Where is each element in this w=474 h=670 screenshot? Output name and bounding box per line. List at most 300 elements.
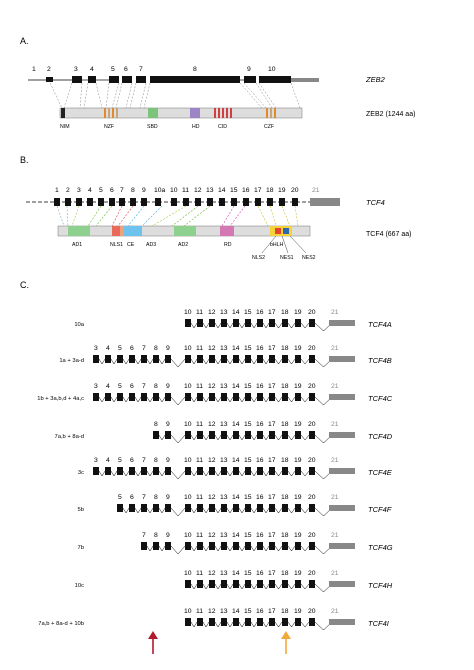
isoform-name: TCF4H <box>368 581 393 590</box>
section-a-label: A. <box>20 36 29 46</box>
exon-block <box>141 504 147 512</box>
isoform-exon-number: 21 <box>331 345 339 352</box>
isoform-exon-number: 12 <box>208 608 216 615</box>
signal-label: NES2 <box>302 255 316 261</box>
isoform-exon-number: 21 <box>331 309 339 316</box>
intron-line <box>203 584 209 589</box>
section-b-label: B. <box>20 155 29 165</box>
isoform-name: TCF4D <box>368 432 393 441</box>
isoform-exon-number: 10 <box>184 570 192 577</box>
exon-block <box>54 198 60 206</box>
tcf4-protein-name: TCF4 (667 aa) <box>366 231 412 238</box>
intron-line <box>215 397 221 402</box>
exon-block <box>221 467 227 475</box>
isoform-exon-number: 15 <box>244 532 252 539</box>
intron-line <box>263 584 269 589</box>
exon-block <box>309 393 315 401</box>
isoform-exon-number: 17 <box>268 421 276 428</box>
isoform-exon-number: 15 <box>244 494 252 501</box>
isoform-exon-number: 6 <box>130 345 134 352</box>
exon-block <box>130 198 136 206</box>
isoform-exon-number: 16 <box>256 532 264 539</box>
exon-block <box>93 355 99 363</box>
intron-line <box>147 359 153 364</box>
isoform-exon-number: 12 <box>208 532 216 539</box>
intron-line <box>123 359 129 364</box>
exon-block <box>245 618 251 626</box>
exon-block <box>117 393 123 401</box>
isoform-exon-label: 10a <box>74 322 84 328</box>
domain-label: AD1 <box>72 242 83 248</box>
isoform-name: TCF4I <box>368 619 389 628</box>
exon-block <box>105 393 111 401</box>
exon-block <box>309 431 315 439</box>
intron-line <box>227 622 233 627</box>
exon-block <box>185 431 191 439</box>
intron-line <box>171 435 185 443</box>
exon-block <box>197 431 203 439</box>
exon-block <box>233 504 239 512</box>
isoform-exon-number: 17 <box>268 570 276 577</box>
isoform-exon-number: 16 <box>256 608 264 615</box>
exon-block <box>185 580 191 588</box>
intron-line <box>251 546 257 551</box>
exon-block <box>282 542 288 550</box>
exon-block <box>165 542 171 550</box>
utr-block <box>329 356 355 362</box>
isoform-exon-number: 7 <box>142 383 146 390</box>
intron-line <box>123 508 129 513</box>
intron-line <box>159 471 165 476</box>
isoform-exon-number: 17 <box>268 494 276 501</box>
isoform-exon-number: 12 <box>208 309 216 316</box>
intron-line <box>191 546 197 551</box>
exon-block <box>221 319 227 327</box>
isoform-exon-number: 4 <box>106 457 110 464</box>
isoform-exon-number: 17 <box>268 383 276 390</box>
exon-block <box>183 198 189 206</box>
exon-block <box>197 393 203 401</box>
domain-label: NZF <box>104 124 115 130</box>
isoform-exon-number: 11 <box>196 532 204 539</box>
isoform-exon-number: 20 <box>308 457 316 464</box>
isoform-exon-number: 11 <box>196 345 204 352</box>
signal-label: NLS2 <box>252 255 265 261</box>
exon-block <box>185 355 191 363</box>
tcf4-gene-name: TCF4 <box>366 198 385 207</box>
intron-line <box>135 471 141 476</box>
exon-block <box>185 504 191 512</box>
intron-line <box>239 622 245 627</box>
exon-block <box>221 580 227 588</box>
exon-block <box>282 618 288 626</box>
intron-line <box>275 359 282 364</box>
intron-line <box>239 471 245 476</box>
exon-block <box>93 467 99 475</box>
exon-block <box>257 355 263 363</box>
isoform-exon-number: 16 <box>256 570 264 577</box>
intron-line <box>301 508 309 513</box>
orange-arrow <box>281 631 291 654</box>
exon-block <box>76 198 82 206</box>
intron-line <box>123 471 129 476</box>
intron-line <box>288 546 295 551</box>
isoform-exon-label: 7b <box>77 545 84 551</box>
exon-block <box>295 467 301 475</box>
isoform-exon-number: 16 <box>256 309 264 316</box>
exon-block <box>269 431 275 439</box>
isoform-exon-number: 13 <box>220 309 228 316</box>
utr-block <box>329 581 355 587</box>
isoform-exon-number: 15 <box>244 608 252 615</box>
isoform-exon-number: 20 <box>308 570 316 577</box>
exon-block <box>119 198 125 206</box>
exon-block <box>141 393 147 401</box>
isoform-row <box>55 421 393 443</box>
isoform-exon-number: 11 <box>196 457 204 464</box>
intron-line <box>263 546 269 551</box>
tcf4-exon-label: 19 <box>278 187 286 194</box>
isoform-exon-number: 8 <box>154 345 158 352</box>
isoform-exon-number: 17 <box>268 457 276 464</box>
intron-line <box>159 397 165 402</box>
intron-line <box>227 471 233 476</box>
exon-block <box>269 319 275 327</box>
intron-line <box>227 584 233 589</box>
isoform-exon-number: 12 <box>208 457 216 464</box>
isoform-exon-label: 3c <box>77 470 84 476</box>
isoform-exon-number: 8 <box>154 457 158 464</box>
intron-line <box>301 359 309 364</box>
intron-line <box>99 359 105 364</box>
isoform-exon-number: 15 <box>244 345 252 352</box>
intron-line <box>159 508 165 513</box>
isoform-exon-number: 19 <box>294 570 302 577</box>
exon-block <box>185 542 191 550</box>
exon-block <box>153 467 159 475</box>
intron-line <box>191 584 197 589</box>
zeb2-exon-numbers <box>32 66 276 73</box>
exon-block <box>209 618 215 626</box>
intron-line <box>227 435 233 440</box>
tcf4-exon-label: 7 <box>120 187 124 194</box>
isoform-exon-number: 16 <box>256 345 264 352</box>
exon-block <box>257 580 263 588</box>
intron-line <box>203 435 209 440</box>
isoform-exon-number: 13 <box>220 421 228 428</box>
tcf4-exon-label: 11 <box>182 187 190 194</box>
intron-line <box>191 397 197 402</box>
intron-line <box>263 397 269 402</box>
exon-block <box>87 198 93 206</box>
isoform-exon-number: 11 <box>196 383 204 390</box>
intron-line <box>215 359 221 364</box>
exon-block <box>185 319 191 327</box>
utr-block <box>329 432 355 438</box>
intron-line <box>288 508 295 513</box>
tcf4-exon-label: 18 <box>266 187 274 194</box>
isoform-exon-number: 17 <box>268 309 276 316</box>
tcf4-exon-label: 12 <box>194 187 202 194</box>
exon-block <box>117 355 123 363</box>
intron-line <box>111 397 117 402</box>
intron-line <box>159 435 165 440</box>
isoform-exon-number: 4 <box>106 345 110 352</box>
exon-block <box>153 542 159 550</box>
intron-line <box>227 397 233 402</box>
signal-label: NES1 <box>280 255 294 261</box>
exon-block <box>207 198 213 206</box>
tcf4-mapping-lines <box>57 206 298 226</box>
exon-block <box>295 580 301 588</box>
isoform-exon-number: 8 <box>154 532 158 539</box>
exon-block <box>129 355 135 363</box>
isoform-exon-number: 19 <box>294 494 302 501</box>
exon-block <box>141 198 147 206</box>
isoform-row <box>75 570 393 592</box>
exon-block <box>309 580 315 588</box>
intron-line <box>263 435 269 440</box>
domain-label: NLS1 <box>110 242 123 248</box>
exon-block <box>245 431 251 439</box>
intron-line <box>288 622 295 627</box>
tcf4-exons <box>54 198 340 206</box>
exon-block <box>117 504 123 512</box>
intron-line <box>171 471 185 479</box>
exon-block <box>197 618 203 626</box>
isoform-exon-number: 6 <box>130 457 134 464</box>
intron-line <box>301 397 309 402</box>
exon-block <box>221 504 227 512</box>
utr-block <box>329 320 355 326</box>
exon-block <box>309 319 315 327</box>
isoform-exon-number: 19 <box>294 421 302 428</box>
isoform-exon-number: 7 <box>142 345 146 352</box>
exon-block <box>257 393 263 401</box>
zeb2-exon-label: 4 <box>90 66 94 73</box>
intron-line <box>251 323 257 328</box>
exon-block <box>245 504 251 512</box>
isoform-exon-number: 3 <box>94 457 98 464</box>
isoform-exon-number: 11 <box>196 570 204 577</box>
intron-line <box>239 508 245 513</box>
isoform-exon-number: 18 <box>281 457 289 464</box>
isoform-name: TCF4G <box>368 543 393 552</box>
isoform-exon-number: 18 <box>281 494 289 501</box>
domain-label: SBD <box>147 124 158 130</box>
intron-line <box>99 397 105 402</box>
isoform-name: TCF4B <box>368 356 392 365</box>
zeb2-gene-model <box>28 76 319 83</box>
intron-line <box>227 508 233 513</box>
intron-line <box>147 546 153 551</box>
exon-block <box>282 580 288 588</box>
intron-line <box>239 323 245 328</box>
intron-line <box>288 323 295 328</box>
isoform-exon-number: 13 <box>220 457 228 464</box>
isoform-exon-number: 18 <box>281 570 289 577</box>
intron-line <box>288 435 295 440</box>
isoform-exon-number: 6 <box>130 494 134 501</box>
utr-block <box>329 394 355 400</box>
intron-line <box>227 546 233 551</box>
isoform-exon-number: 12 <box>208 421 216 428</box>
exon-block <box>65 198 71 206</box>
intron-line <box>215 323 221 328</box>
domain-label: HD <box>192 124 200 130</box>
isoform-exon-number: 10 <box>184 383 192 390</box>
exon-block <box>153 355 159 363</box>
exon-block <box>105 467 111 475</box>
isoform-exon-number: 20 <box>308 309 316 316</box>
isoform-exon-number: 18 <box>281 608 289 615</box>
exon-block <box>98 198 104 206</box>
isoform-exon-number: 11 <box>196 309 204 316</box>
tcf4-exon-label: 5 <box>99 187 103 194</box>
exon-block <box>209 393 215 401</box>
domain-label: RD <box>224 242 232 248</box>
intron-line <box>147 471 153 476</box>
isoform-row <box>78 457 393 479</box>
intron-line <box>191 359 197 364</box>
exon-block <box>245 580 251 588</box>
intron-line <box>135 508 141 513</box>
isoform-exon-number: 21 <box>331 570 339 577</box>
isoform-row <box>37 383 393 405</box>
exon-block <box>141 542 147 550</box>
isoform-name: TCF4E <box>368 468 392 477</box>
exon-block <box>309 355 315 363</box>
isoform-exon-number: 19 <box>294 532 302 539</box>
exon-block <box>269 504 275 512</box>
intron-line <box>263 323 269 328</box>
tcf4-exon-label: 8 <box>131 187 135 194</box>
exon-block <box>295 355 301 363</box>
isoform-exon-number: 5 <box>118 345 122 352</box>
zeb2-exon-label: 10 <box>268 66 276 73</box>
intron-line <box>111 471 117 476</box>
exon-block <box>155 198 161 206</box>
zeb2-protein <box>60 108 302 118</box>
exon-block <box>257 504 263 512</box>
isoform-exon-number: 12 <box>208 383 216 390</box>
isoform-exon-number: 9 <box>166 494 170 501</box>
exon-block <box>165 431 171 439</box>
utr-block <box>329 619 355 625</box>
zeb2-mapping-lines <box>50 83 300 108</box>
exon-block <box>153 393 159 401</box>
isoform-exon-number: 21 <box>331 421 339 428</box>
intron-line <box>171 546 185 554</box>
isoform-exon-number: 21 <box>331 532 339 539</box>
exon-block <box>295 618 301 626</box>
intron-line <box>203 323 209 328</box>
intron-line <box>275 546 282 551</box>
exon-block <box>165 393 171 401</box>
isoform-exon-number: 12 <box>208 345 216 352</box>
exon-block <box>295 431 301 439</box>
exon-block <box>257 618 263 626</box>
isoform-exon-number: 8 <box>154 494 158 501</box>
exon-block <box>221 542 227 550</box>
intron-line <box>239 359 245 364</box>
isoform-exon-number: 15 <box>244 309 252 316</box>
isoform-exon-number: 14 <box>232 345 240 352</box>
exon-block <box>233 319 239 327</box>
tcf4-exon-label: 10 <box>170 187 178 194</box>
isoform-exon-number: 20 <box>308 532 316 539</box>
domain-label: CZF <box>264 124 275 130</box>
isoform-exon-number: 11 <box>196 421 204 428</box>
isoform-exon-number: 18 <box>281 383 289 390</box>
isoform-exon-number: 15 <box>244 383 252 390</box>
exon-block <box>309 467 315 475</box>
intron-line <box>301 471 309 476</box>
exon-block <box>257 431 263 439</box>
isoform-exon-label: 1b + 3a,b,d + 4a,c <box>37 396 84 402</box>
intron-line <box>191 435 197 440</box>
isoform-exon-number: 10 <box>184 345 192 352</box>
intron-line <box>275 323 282 328</box>
exon-block <box>309 504 315 512</box>
exon-block <box>221 355 227 363</box>
isoform-exon-number: 17 <box>268 345 276 352</box>
intron-line <box>191 508 197 513</box>
isoform-exon-label: 1a + 3a-d <box>59 358 84 364</box>
domain-label: AD3 <box>146 242 157 248</box>
tcf4-exon-label: 20 <box>291 187 299 194</box>
isoform-exon-number: 13 <box>220 532 228 539</box>
intron-line <box>215 471 221 476</box>
exon-block <box>129 467 135 475</box>
exon-block <box>129 504 135 512</box>
exon-block <box>255 198 261 206</box>
isoform-exon-number: 13 <box>220 383 228 390</box>
exon-block <box>171 198 177 206</box>
intron-line <box>251 584 257 589</box>
isoform-exon-number: 9 <box>166 457 170 464</box>
tcf4-exon-label: 3 <box>77 187 81 194</box>
exon-block <box>243 198 249 206</box>
zeb2-gene-name: ZEB2 <box>366 75 385 84</box>
isoform-exon-number: 13 <box>220 494 228 501</box>
tcf4-exon-label: 2 <box>66 187 70 194</box>
isoform-exon-number: 18 <box>281 309 289 316</box>
tcf4-exon-label: 4 <box>88 187 92 194</box>
zeb2-exon-label: 2 <box>47 66 51 73</box>
exon-block <box>165 504 171 512</box>
intron-line <box>191 471 197 476</box>
isoform-exon-number: 3 <box>94 383 98 390</box>
exon-block <box>197 542 203 550</box>
isoform-exon-number: 20 <box>308 345 316 352</box>
intron-line <box>159 359 165 364</box>
intron-line <box>288 359 295 364</box>
exon-block <box>209 355 215 363</box>
intron-line <box>215 622 221 627</box>
isoform-exon-number: 5 <box>118 494 122 501</box>
exon-block <box>245 355 251 363</box>
tcf4-domain-labels <box>72 242 284 248</box>
exon-block <box>269 393 275 401</box>
tcf4-exon-numbers <box>55 187 320 194</box>
intron-line <box>275 397 282 402</box>
exon-block <box>233 393 239 401</box>
intron-line <box>301 622 309 627</box>
exon-block <box>153 504 159 512</box>
intron-line <box>251 471 257 476</box>
isoform-exon-number: 19 <box>294 345 302 352</box>
